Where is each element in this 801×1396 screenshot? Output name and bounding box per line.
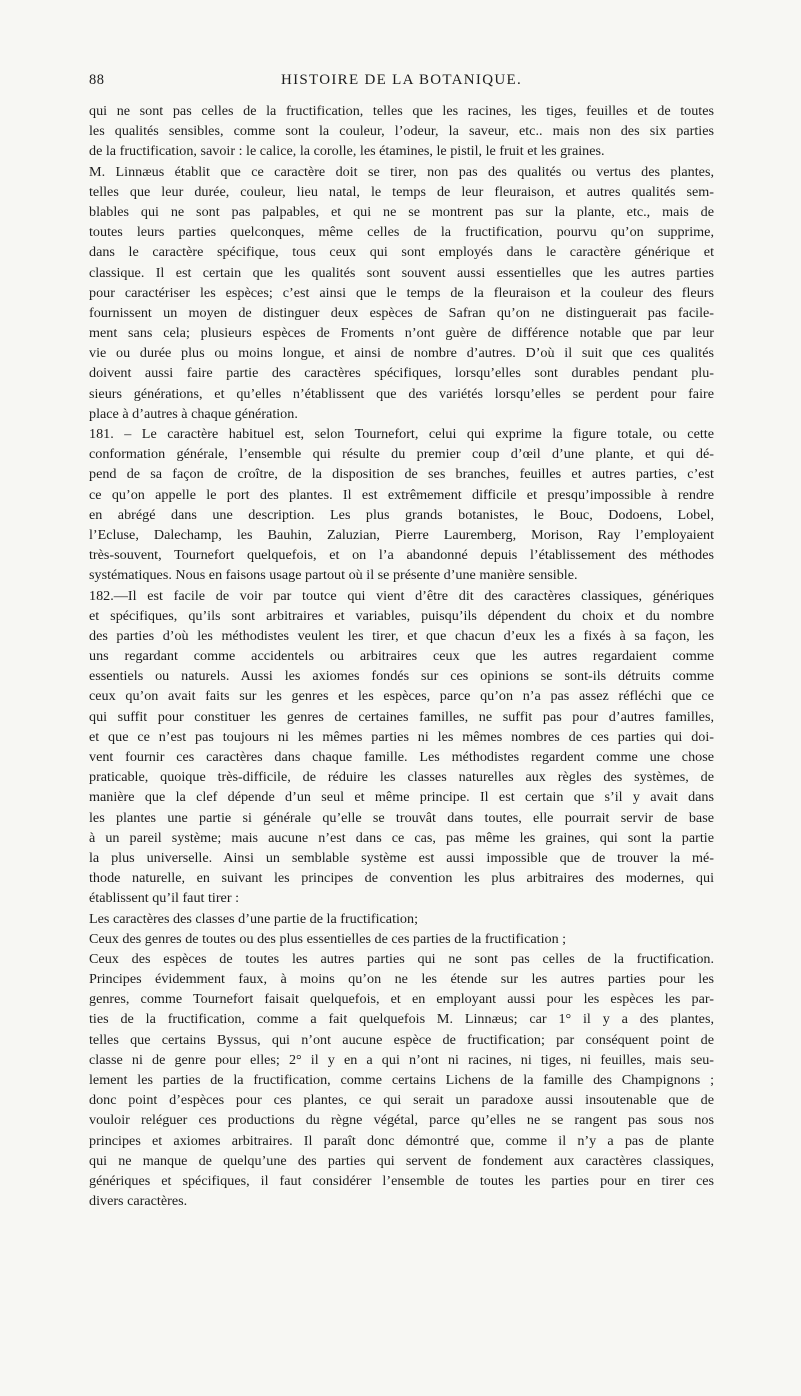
text-line: établissent qu’il faut tirer : [89,890,240,907]
text-line: Les caractères des classes d’une partie de la fructification; [89,910,418,927]
text-line: génériques et spécifiques, il faut considérer l’ensemble de toutes les parties pour en tirer ces [89,1172,714,1189]
text-line: qui ne sont pas celles de la fructification, telles que les racines, les tiges, feuilles et de toutes [89,103,714,119]
text-line: 182.—Il est facile de voir par toutce qui vient d’être dit des caractères classiques, génériques [89,587,714,604]
text-line: ce qu’on appelle le port des plantes. Il est extrêmement difficile et presqu’impossible à rendre [89,486,714,503]
text-line: thode naturelle, en suivant les principes de convention les plus arbitraires des modernes, qui [89,870,714,887]
text-line: genres, comme Tournefort faisait quelquefois, et en employant aussi pour les espèces les par- [89,991,714,1008]
text-line: ment sans cela; plusieurs espèces de Froments n’ont guère de différence notable que par leur [89,325,714,342]
text-line: systématiques. Nous en faisons usage partout où il se présente d’une manière sensible. [89,567,578,584]
text-line: classique. Il est certain que les qualités sont souvent aussi essentielles que les autres parties [89,264,714,281]
text-line: Principes évidemment faux, à moins qu’on ne les étende sur les autres parties pour les [89,971,714,988]
text-line: Ceux des genres de toutes ou des plus essentielles de ces parties de la fructification ; [89,930,567,947]
text-line: blables qui ne sont pas palpables, et qui ne se montrent pas sur la plante, etc., mais de [89,203,714,220]
text-line: qui ne manque de quelqu’une des parties qui servent de fondement aux caractères classiques, [89,1152,714,1169]
text-line: praticable, quoique très-difficile, de réduire les classes naturelles aux règles des systèmes, de [89,769,714,786]
text-line: vie ou durée plus ou moins longue, et ainsi de nombre d’autres. D’où il suit que ces qualités [89,345,714,362]
text-line: conformation générale, l’ensemble qui résulte du premier coup d’œil d’une plante, et qui dé- [89,446,714,463]
text-line: des parties d’où les méthodistes veulent les tirer, et que chacun d’eux les a fixés à sa façon, les [89,627,714,644]
running-title: HISTOIRE DE LA BOTANIQUE. [280,72,522,88]
text-line: vouloir reléguer ces productions du règne végétal, parce qu’elles ne se rangent pas sous nos [89,1112,714,1129]
text-line: très-souvent, Tournefort quelquefois, et on l’a abandonné depuis l’établissement des méthodes [89,547,714,564]
text-line: et spécifiques, qu’ils sont arbitraires et variables, puisqu’ils dépendent du choix et du nombre [89,607,714,624]
text-line: 181. – Le caractère habituel est, selon Tournefort, celui qui exprime la figure totale, ou cette [89,426,714,442]
text-line: la plus universelle. Ainsi un semblable système est aussi impossible que de trouver la mé- [89,849,714,866]
text-line: donc point d’espèces pour ces plantes, ce qui serait un paradoxe aussi insoutenable que de [89,1092,714,1109]
text-line: sieurs générations, et qu’elles n’établissent que des variétés lorsqu’elles se perdent pour faire [89,385,714,402]
text-line: doivent aussi faire partie des caractères spécifiques, lorsqu’elles sont durables pendant plu- [89,365,714,382]
text-line: uns regardant comme accidentels ou arbitraires ceux que les autres regardaient comme [89,648,714,665]
text-line: telles que leur durée, couleur, lieu natal, le temps de leur fleuraison, et autres qualités sem- [89,183,714,200]
text-line: pour caractériser les espèces; c’est ainsi que le temps de la fleuraison et la couleur des fleurs [89,284,714,301]
text-line: les qualités sensibles, comme sont la couleur, l’odeur, la saveur, etc.. mais non des six parties [89,123,714,140]
text-line: divers caractères. [89,1193,188,1210]
text-line: vent fournir ces caractères dans chaque famille. Les méthodistes regardent comme une chose [89,749,714,765]
text-line: Ceux des espèces de toutes les autres parties qui ne sont pas celles de la fructification. [89,950,714,967]
text-line: l’Ecluse, Dalechamp, les Bauhin, Zaluzian, Pierre Lauremberg, Morison, Ray l’employaient [89,526,714,543]
text-line: les plantes une partie si générale qu’elle se trouvât dans toutes, elle pourrait servir de base [89,809,714,826]
text-line: M. Linnæus établit que ce caractère doit se tirer, non pas des qualités ou vertus des plantes, [89,163,714,180]
text-line: place à d’autres à chaque génération. [89,405,298,422]
text-line: ties de la fructification, comme a fait quelquefois M. Linnæus; car 1° il y a des plantes, [89,1011,714,1028]
text-line: qui suffit pour constituer les genres de certaines familles, ne suffit pas pour d’autres familles, [89,708,714,725]
text-line: en abrégé dans une description. Les plus grands botanistes, le Bouc, Dodoens, Lobel, [89,506,714,523]
text-line: essentiels ou naturels. Aussi les axiomes fondés sur ces opinions se sont-ils détruits comme [89,668,714,685]
text-line: classe ni de genre pour elles; 2° il y en a qui n’ont ni racines, ni tiges, ni feuilles, mais seu- [89,1051,714,1068]
body-text [89,101,714,1211]
text-line: manière que la clef dépende d’un seul et même principe. Il est certain que s’il y avait dans [89,789,714,806]
text-line: principes et axiomes arbitraires. Il paraît donc démontré que, comme il n’y a pas de plante [89,1132,714,1149]
text-line: fournissent un moyen de distinguer deux espèces de Safran qu’on ne distinguerait pas facile- [89,304,714,321]
text-line: toutes leurs parties quelconques, même celles de la fructification, pourvu qu’on supprime, [89,224,714,241]
text-line: pend de sa façon de croître, de la disposition de ses branches, feuilles et autres parties, c’est [89,466,714,483]
text-line: dans le caractère spécifique, tous ceux qui sont employés dans le caractère générique et [89,244,714,261]
text-line: et que ce n’est pas toujours ni les mêmes parties ni les mêmes nombres de ces parties qui doi- [89,728,714,745]
text-line: lement les parties de la fructification, comme certains Lichens de la famille des Champignons ; [89,1072,714,1088]
page-number: 88 [89,72,105,88]
text-line: telles que certains Byssus, qui n’ont aucune espèce de fructification; par conséquent point de [89,1031,714,1048]
text-line: ceux qu’on avait faits sur les genres et les espèces, parce qu’on n’a pas assez réfléchi que ce [89,688,714,705]
text-line: de la fructification, savoir : le calice, la corolle, les étamines, le pistil, le fruit et les graines. [89,143,605,160]
text-line: à un pareil système; mais aucune n’est dans ce cas, pas même les graines, qui sont la partie [89,829,714,846]
page-header [89,72,714,94]
